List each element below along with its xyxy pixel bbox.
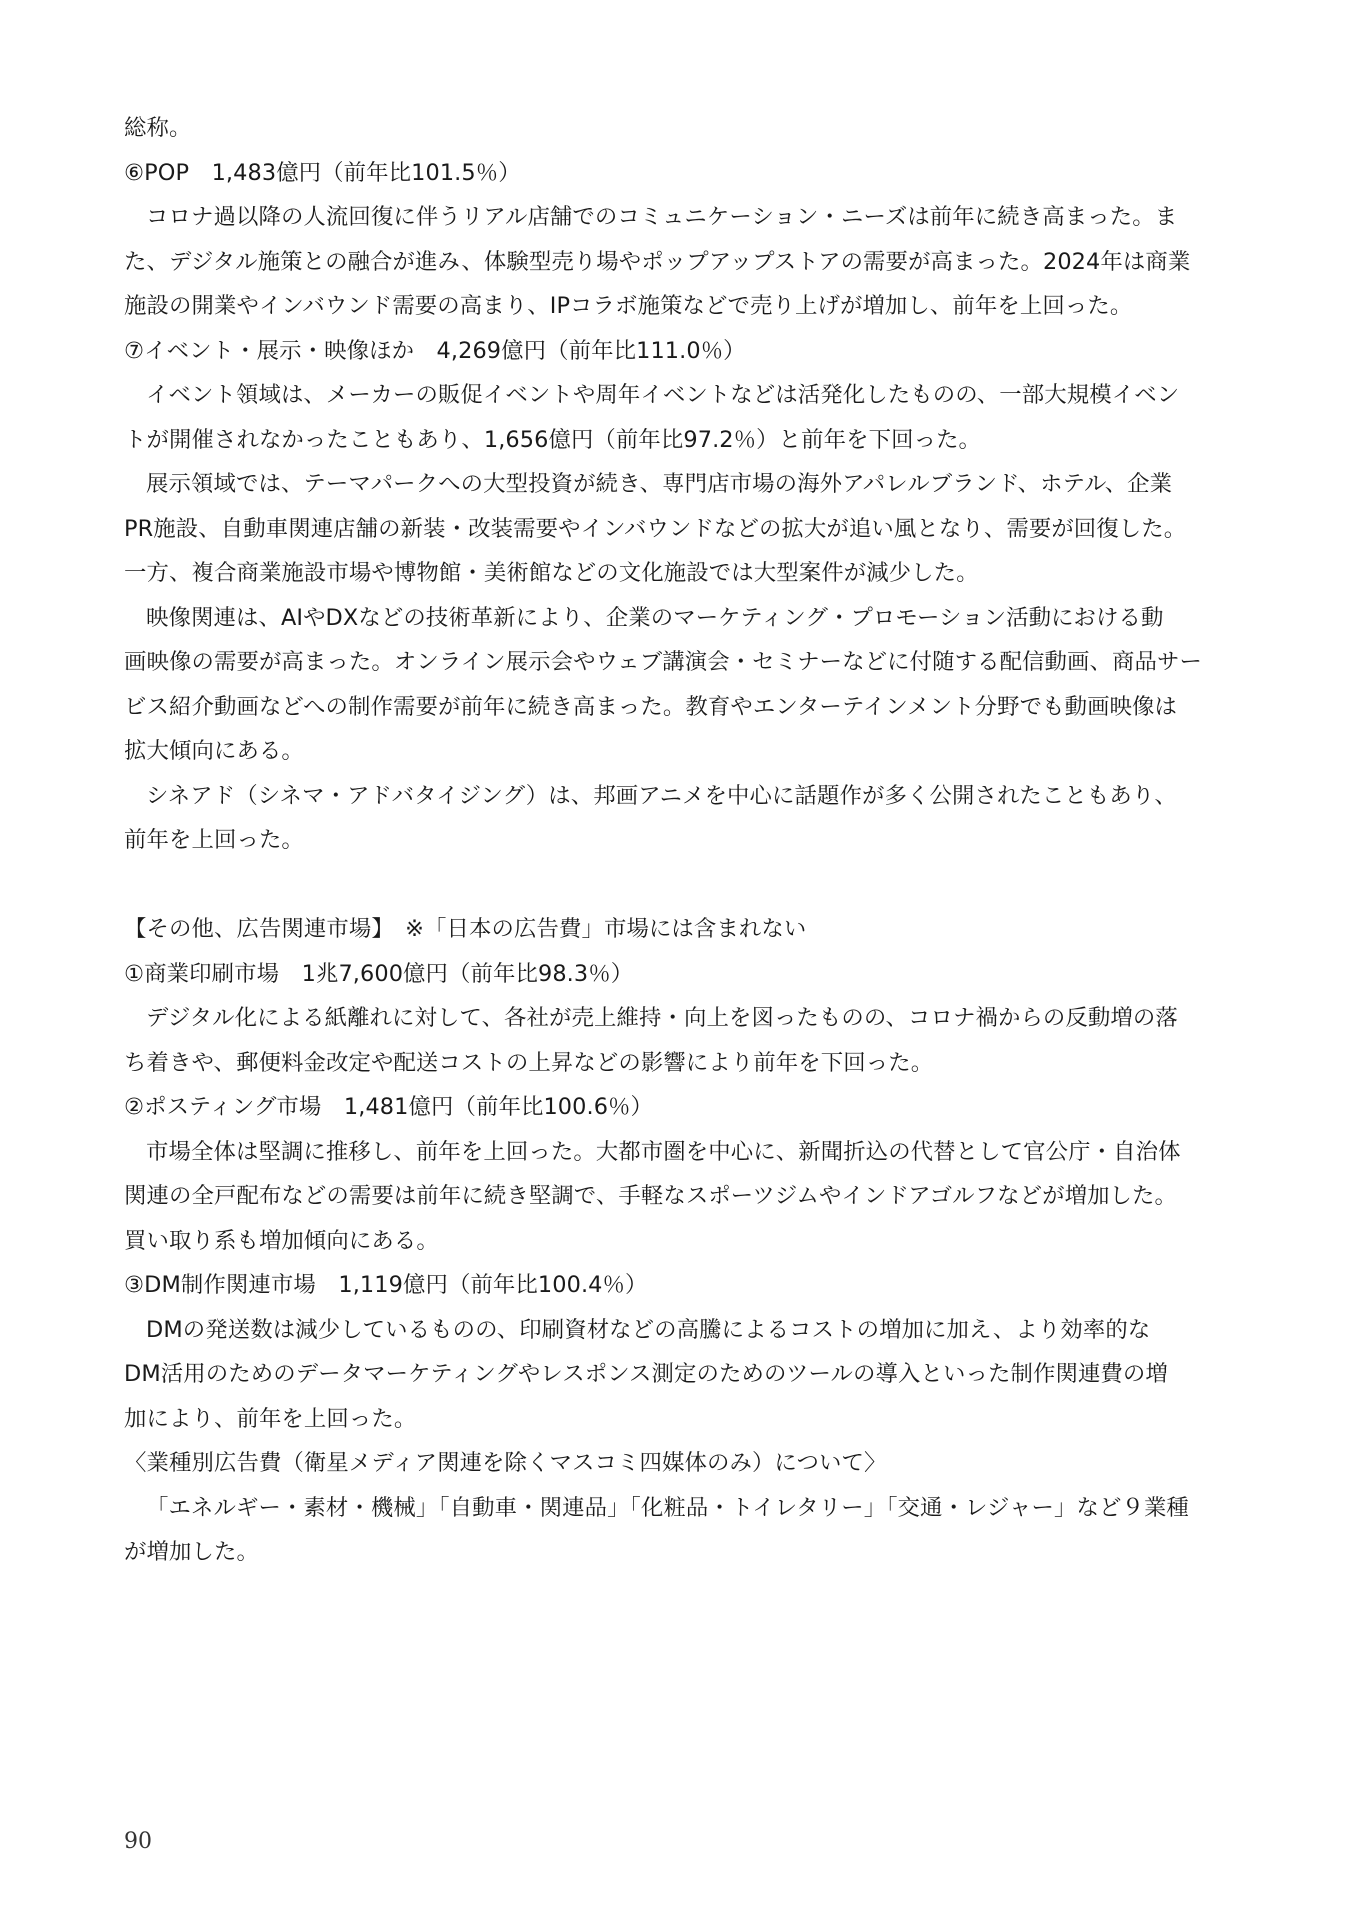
paragraph-line: DM活用のためのデータマーケティングやレスポンス測定のためのツールの導入といった制作関連費の増 <box>124 1361 1168 1387</box>
paragraph-line: 加により、前年を上回った。 <box>124 1405 417 1432</box>
section-heading-industry: 〈業種別広告費（衛星メディア関連を除くマスコミ四媒体のみ）について〉 <box>124 1450 887 1476</box>
paragraph-line: 買い取り系も増加傾向にある。 <box>124 1227 439 1254</box>
paragraph-line: 拡大傾向にある。 <box>124 738 304 764</box>
paragraph-line: 「エネルギー・素材・機械」「自動車・関連品」「化粧品・トイレタリー」「交通・レジャー」など９業種 <box>146 1494 1189 1521</box>
paragraph-line: 前年を上回った。 <box>124 827 304 853</box>
paragraph-line: ビス紹介動画などへの制作需要が前年に続き高まった。教育やエンターテインメント分野でも動画映像は <box>124 693 1178 720</box>
paragraph-line: コロナ過以降の人流回復に伴うリアル店舗でのコミュニケーション・ニーズは前年に続き高まった。ま <box>146 204 1178 230</box>
paragraph-line: シネアド（シネマ・アドバタイジング）は、邦画アニメを中心に話題作が多く公開されたこともあり、 <box>146 782 1177 809</box>
section-heading-dm: ③DM制作関連市場 1,119億円（前年比100.4％） <box>124 1272 648 1298</box>
paragraph-line: トが開催されなかったこともあり、1,656億円（前年比97.2％）と前年を下回った。 <box>124 426 982 453</box>
paragraph-line: 展示領域では、テーマパークへの大型投資が続き、専門店市場の海外アパレルブランド、ホテル、企業 <box>146 471 1173 497</box>
paragraph-line: 市場全体は堅調に推移し、前年を上回った。大都市圏を中心に、新聞折込の代替として官公庁・自治体 <box>146 1138 1181 1165</box>
paragraph-line: ち着きや、郵便料金改定や配送コストの上昇などの影響により前年を下回った。 <box>124 1049 934 1076</box>
document-body <box>124 106 1236 1575</box>
paragraph-line: PR施設、自動車関連店舗の新装・改装需要やインバウンドなどの拡大が追い風となり、需要が回復した。 <box>124 515 1187 542</box>
paragraph-line: DMの発送数は減少しているものの、印刷資材などの高騰によるコストの増加に加え、より効率的な <box>146 1316 1151 1343</box>
section-heading-other-markets: 【その他、広告関連市場】 ※「日本の広告費」市場には含まれない <box>124 916 807 942</box>
paragraph-line: た、デジタル施策との融合が進み、体験型売り場やポップアップストアの需要が高まった。2024年は商業 <box>124 248 1191 275</box>
section-heading-posting: ②ポスティング市場 1,481億円（前年比100.6％） <box>124 1094 654 1120</box>
blank-line <box>124 863 1236 908</box>
paragraph-line: 映像関連は、AIやDXなどの技術革新により、企業のマーケティング・プロモーション活動における動 <box>146 604 1164 631</box>
paragraph-line: 施設の開業やインバウンド需要の高まり、IPコラボ施策などで売り上げが増加し、前年を上回った。 <box>124 293 1133 319</box>
page-number: 90 <box>124 1829 152 1854</box>
paragraph-line: イベント領域は、メーカーの販促イベントや周年イベントなどは活発化したものの、一部大規模イベン <box>146 382 1180 408</box>
section-heading-event: ⑦イベント・展示・映像ほか 4,269億円（前年比111.0％） <box>124 337 746 364</box>
section-heading-pop: ⑥POP 1,483億円（前年比101.5％） <box>124 159 521 186</box>
paragraph-line: デジタル化による紙離れに対して、各社が売上維持・向上を図ったものの、コロナ禍からの反動増の落 <box>146 1005 1178 1031</box>
paragraph-line: が増加した。 <box>124 1539 259 1565</box>
paragraph-line: 画映像の需要が高まった。オンライン展示会やウェブ講演会・セミナーなどに付随する配信動画、商品サー <box>124 649 1202 675</box>
paragraph-line: 関連の全戸配布などの需要は前年に続き堅調で、手軽なスポーツジムやインドアゴルフなどが増加した。 <box>124 1183 1178 1209</box>
paragraph-line: 一方、複合商業施設市場や博物館・美術館などの文化施設では大型案件が減少した。 <box>124 560 979 586</box>
section-heading-commercial-printing: ①商業印刷市場 1兆7,600億円（前年比98.3％） <box>124 960 634 987</box>
text-line: 総称。 <box>124 115 192 141</box>
